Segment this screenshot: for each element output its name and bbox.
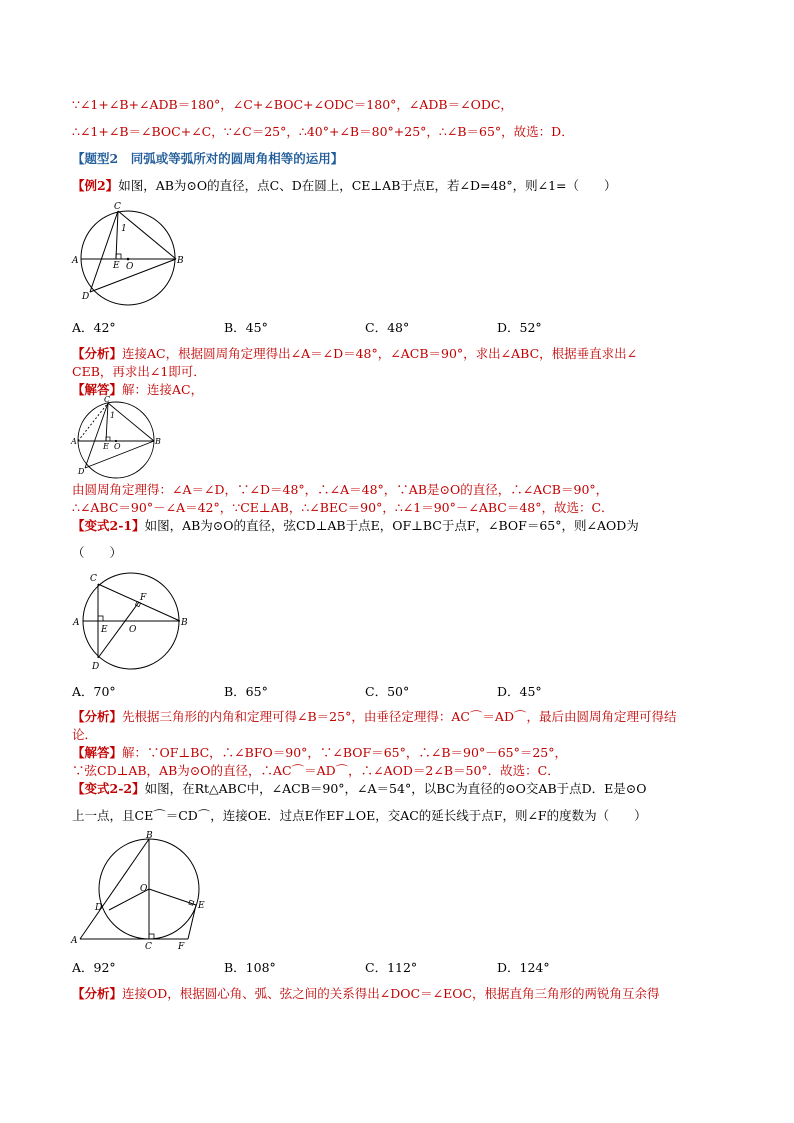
ex2-label-b: B	[177, 256, 184, 266]
v22-label-d: D	[95, 903, 103, 913]
v22-analysis-tag: 【分析】	[72, 986, 123, 1001]
v22-label-f: F	[178, 942, 185, 952]
svg-text:B: B	[155, 437, 161, 446]
v21-analysis-tag: 【分析】	[72, 709, 123, 724]
v21-question-2: （ ）	[72, 545, 123, 560]
v22-label-a: A	[71, 936, 78, 946]
v21-label-o: O	[129, 625, 137, 635]
v22-label-o: O	[140, 884, 148, 894]
ex2-choice-c[interactable]: C．48°	[365, 320, 410, 335]
v21-answer-tag: 【解答】	[72, 745, 123, 760]
v21-solution-line-1	[72, 745, 567, 761]
v21-label-c: C	[90, 574, 97, 584]
v22-figure	[68, 830, 218, 952]
ex2-figure	[70, 198, 190, 308]
svg-text:A: A	[71, 437, 77, 446]
ex2-analysis-line-2: CEB，再求出∠1即可．	[72, 364, 206, 379]
svg-text:E: E	[103, 442, 109, 451]
ex2-label-e: E	[113, 261, 120, 271]
v21-tag: 【变式2-1】	[72, 518, 145, 533]
ex2-label-1: 1	[121, 224, 127, 234]
v21-solution-text-1: 解：∵OF⊥BC，∴∠BFO＝90°，∵∠BOF＝65°，∴∠B＝90°－65°＝25°，	[122, 745, 568, 760]
ex2-choice-b[interactable]: B．45°	[224, 320, 268, 335]
v21-analysis-text-1: 先根据三角形的内角和定理可得∠B＝25°，由垂径定理得：AC⌒＝AD⌒，最后由圆周角定理可得结	[122, 709, 677, 724]
v22-analysis-text-1: 连接OD，根据圆心角、弧、弦之间的关系得出∠DOC＝∠EOC，根据直角三角形的两锐角互余得	[122, 986, 660, 1001]
v22-choice-b[interactable]: B．108°	[224, 960, 276, 975]
ex2-question	[72, 178, 617, 194]
v21-label-e: E	[101, 625, 108, 635]
ex2-label-a: A	[72, 256, 79, 266]
ex2-choice-d[interactable]: D．52°	[497, 320, 542, 335]
ex2-choice-a[interactable]: A．42°	[72, 320, 116, 335]
prev-line-1: ∵∠1+∠B+∠ADB＝180°，∠C+∠BOC+∠ODC＝180°，∠ADB＝∠ODC，	[72, 97, 513, 112]
ex2-label-o: O	[126, 262, 134, 272]
ex2-answer-tag: 【解答】	[72, 382, 123, 397]
ex2-answer-head-text: 解：连接AC，	[122, 382, 204, 397]
v21-choice-b[interactable]: B．65°	[224, 684, 268, 699]
ex2-tag: 【例2】	[72, 178, 119, 193]
v22-choice-d[interactable]: D．124°	[497, 960, 550, 975]
v22-label-e: E	[198, 901, 205, 911]
v22-analysis-line-1	[72, 986, 660, 1002]
v21-analysis-line-1	[72, 709, 676, 725]
v21-choice-a[interactable]: A．70°	[72, 684, 116, 699]
v21-question	[72, 518, 639, 534]
v22-label-c: C	[145, 942, 152, 952]
ex2-solution-figure	[70, 396, 165, 482]
v21-solution-line-2: ∵弦CD⊥AB，AB为⊙O的直径，∴AC⌒＝AD⌒，∴∠AOD＝2∠B＝50°．故选：C．	[72, 763, 560, 778]
prev-line-2: ∴∠1+∠B＝∠BOC+∠C，∵∠C＝25°，∴40°+∠B＝80°+25°，∴∠B＝65°，故选：D．	[72, 124, 574, 139]
v21-label-d: D	[92, 662, 100, 672]
ex2-analysis-tag: 【分析】	[72, 346, 123, 361]
v22-choice-c[interactable]: C．112°	[365, 960, 418, 975]
v21-analysis-line-2: 论．	[72, 727, 98, 742]
v21-choice-d[interactable]: D．45°	[497, 684, 542, 699]
v22-choice-a[interactable]: A．92°	[72, 960, 116, 975]
section-heading: 【题型2 同弧或等弧所对的圆周角相等的运用】	[72, 151, 344, 166]
svg-text:1: 1	[110, 411, 116, 420]
ex2-analysis-line-1	[72, 346, 637, 362]
svg-text:O: O	[114, 442, 121, 451]
v21-figure	[70, 570, 195, 673]
v21-question-text: 如图，AB为⊙O的直径，弦CD⊥AB于点E，OF⊥BC于点F，∠BOF＝65°，则∠AOD为	[144, 518, 639, 533]
v22-tag: 【变式2-2】	[72, 781, 145, 796]
v21-label-f: F	[140, 593, 147, 603]
ex2-analysis-text-1: 连接AC，根据圆周角定理得出∠A＝∠D＝48°，∠ACB＝90°，求出∠ABC，根据垂直求出∠	[122, 346, 638, 361]
ex2-solution-line-2: ∴∠ABC＝90°－∠A＝42°，∵CE⊥AB，∴∠BEC＝90°，∴∠1＝90°－∠ABC＝48°，故选：C．	[72, 500, 614, 515]
v22-label-b: B	[146, 831, 153, 841]
v21-choice-c[interactable]: C．50°	[365, 684, 410, 699]
v22-question-2: 上一点，且CE⌒＝CD⌒，连接OE．过点E作EF⊥OE，交AC的延长线于点F，则∠F的度数为（ ）	[72, 808, 647, 823]
ex2-solution-line-1: 由圆周角定理得：∠A＝∠D，∵∠D＝48°，∴∠A＝48°，∵AB是⊙O的直径，∴∠ACB＝90°，	[72, 482, 609, 497]
v22-question-text: 如图，在Rt△ABC中，∠ACB＝90°，∠A＝54°，以BC为直径的⊙O交AB于点D．E是⊙O	[144, 781, 647, 796]
ex2-question-text: 如图，AB为⊙O的直径，点C、D在圆上，CE⊥AB于点E，若∠D=48°，则∠1=（ ）	[118, 178, 617, 193]
svg-text:C: C	[104, 396, 111, 404]
svg-text:D: D	[78, 467, 85, 476]
v21-label-b: B	[181, 618, 188, 628]
ex2-label-c: C	[114, 202, 121, 212]
v22-question	[72, 781, 647, 797]
ex2-label-d: D	[82, 292, 90, 302]
v21-label-a: A	[73, 618, 80, 628]
